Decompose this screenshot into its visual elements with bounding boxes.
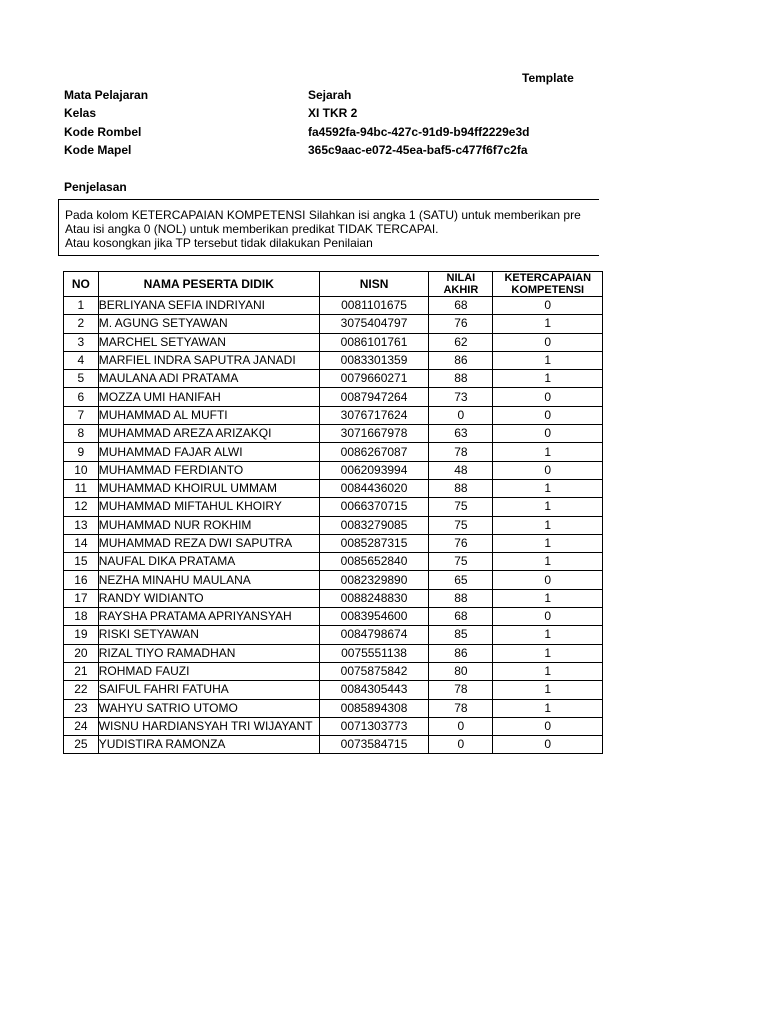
cell-nilai-akhir[interactable]: 85 bbox=[429, 626, 493, 644]
cell-ketercapaian[interactable]: 1 bbox=[493, 351, 603, 369]
cell-no: 12 bbox=[64, 498, 99, 516]
cell-no: 8 bbox=[64, 425, 99, 443]
table-row bbox=[64, 406, 603, 424]
cell-nisn: 0084436020 bbox=[319, 479, 428, 497]
cell-ketercapaian[interactable]: 1 bbox=[493, 681, 603, 699]
student-grade-table bbox=[63, 271, 603, 754]
header-ketercapaian bbox=[493, 272, 603, 297]
cell-nisn: 0079660271 bbox=[319, 370, 428, 388]
cell-ketercapaian[interactable]: 1 bbox=[493, 370, 603, 388]
cell-ketercapaian[interactable]: 0 bbox=[493, 425, 603, 443]
cell-no: 7 bbox=[64, 406, 99, 424]
cell-no: 20 bbox=[64, 644, 99, 662]
table-row bbox=[64, 681, 603, 699]
cell-nisn: 0082329890 bbox=[319, 571, 428, 589]
cell-nilai-akhir[interactable]: 48 bbox=[429, 461, 493, 479]
cell-nisn: 3075404797 bbox=[319, 315, 428, 333]
cell-nilai-akhir[interactable]: 75 bbox=[429, 498, 493, 516]
table-row bbox=[64, 443, 603, 461]
cell-nilai-akhir[interactable]: 88 bbox=[429, 589, 493, 607]
cell-nisn: 0083279085 bbox=[319, 516, 428, 534]
meta-value: fa4592fa-94bc-427c-91d9-b94ff2229e3d bbox=[308, 124, 530, 139]
cell-no: 10 bbox=[64, 461, 99, 479]
cell-nisn: 0083301359 bbox=[319, 351, 428, 369]
cell-nisn: 0084798674 bbox=[319, 626, 428, 644]
cell-nilai-akhir[interactable]: 76 bbox=[429, 534, 493, 552]
cell-ketercapaian[interactable]: 1 bbox=[493, 662, 603, 680]
table-row bbox=[64, 297, 603, 315]
cell-nilai-akhir[interactable]: 86 bbox=[429, 351, 493, 369]
cell-nisn: 0084305443 bbox=[319, 681, 428, 699]
table-row bbox=[64, 425, 603, 443]
cell-nama: RIZAL TIYO RAMADHAN bbox=[98, 644, 319, 662]
table-row bbox=[64, 608, 603, 626]
cell-nilai-akhir[interactable]: 80 bbox=[429, 662, 493, 680]
cell-nama: MUHAMMAD NUR ROKHIM bbox=[98, 516, 319, 534]
cell-nama: NAUFAL DIKA PRATAMA bbox=[98, 553, 319, 571]
cell-no: 16 bbox=[64, 571, 99, 589]
cell-nama: YUDISTIRA RAMONZA bbox=[98, 736, 319, 754]
cell-nilai-akhir[interactable]: 63 bbox=[429, 425, 493, 443]
cell-ketercapaian[interactable]: 1 bbox=[493, 479, 603, 497]
cell-nilai-akhir[interactable]: 0 bbox=[429, 717, 493, 735]
cell-nama: MAULANA ADI PRATAMA bbox=[98, 370, 319, 388]
cell-ketercapaian[interactable]: 1 bbox=[493, 699, 603, 717]
cell-nilai-akhir[interactable]: 88 bbox=[429, 479, 493, 497]
cell-nisn: 0085894308 bbox=[319, 699, 428, 717]
cell-no: 3 bbox=[64, 333, 99, 351]
cell-no: 21 bbox=[64, 662, 99, 680]
cell-no: 19 bbox=[64, 626, 99, 644]
table-header-row bbox=[64, 272, 603, 297]
cell-no: 22 bbox=[64, 681, 99, 699]
cell-nama: MARFIEL INDRA SAPUTRA JANADI bbox=[98, 351, 319, 369]
meta-label: Kelas bbox=[64, 106, 97, 121]
cell-no: 1 bbox=[64, 297, 99, 315]
cell-nisn: 0066370715 bbox=[319, 498, 428, 516]
cell-nisn: 3076717624 bbox=[319, 406, 428, 424]
cell-no: 18 bbox=[64, 608, 99, 626]
table-row bbox=[64, 534, 603, 552]
cell-nilai-akhir[interactable]: 73 bbox=[429, 388, 493, 406]
cell-ketercapaian[interactable]: 0 bbox=[493, 406, 603, 424]
table-row bbox=[64, 498, 603, 516]
table-row bbox=[64, 370, 603, 388]
cell-no: 13 bbox=[64, 516, 99, 534]
cell-nilai-akhir[interactable]: 75 bbox=[429, 516, 493, 534]
cell-nama: MUHAMMAD AL MUFTI bbox=[98, 406, 319, 424]
cell-nilai-akhir[interactable]: 86 bbox=[429, 644, 493, 662]
cell-no: 6 bbox=[64, 388, 99, 406]
header-nilai-akhir bbox=[429, 272, 493, 297]
cell-nama: MUHAMMAD KHOIRUL UMMAM bbox=[98, 479, 319, 497]
meta-value: 365c9aac-e072-45ea-baf5-c477f6f7c2fa bbox=[308, 143, 528, 158]
header-nisn: NISN bbox=[319, 272, 428, 297]
cell-ketercapaian[interactable]: 0 bbox=[493, 297, 603, 315]
cell-ketercapaian[interactable]: 1 bbox=[493, 553, 603, 571]
cell-no: 4 bbox=[64, 351, 99, 369]
penjelasan-line: Atau isi angka 0 (NOL) untuk memberikan predikat TIDAK TERCAPAI. bbox=[65, 222, 439, 236]
cell-ketercapaian[interactable]: 1 bbox=[493, 589, 603, 607]
meta-label: Kode Rombel bbox=[64, 124, 142, 139]
cell-nilai-akhir[interactable]: 68 bbox=[429, 608, 493, 626]
cell-nama: MUHAMMAD MIFTAHUL KHOIRY bbox=[98, 498, 319, 516]
cell-nama: MUHAMMAD REZA DWI SAPUTRA bbox=[98, 534, 319, 552]
meta-value: XI TKR 2 bbox=[308, 106, 358, 121]
table-row bbox=[64, 626, 603, 644]
cell-nilai-akhir[interactable]: 78 bbox=[429, 699, 493, 717]
cell-nisn: 3071667978 bbox=[319, 425, 428, 443]
header-no: NO bbox=[64, 272, 99, 297]
cell-no: 11 bbox=[64, 479, 99, 497]
table-row bbox=[64, 461, 603, 479]
cell-nama: WAHYU SATRIO UTOMO bbox=[98, 699, 319, 717]
cell-nisn: 0086101761 bbox=[319, 333, 428, 351]
cell-nama: ROHMAD FAUZI bbox=[98, 662, 319, 680]
cell-no: 23 bbox=[64, 699, 99, 717]
cell-nama: M. AGUNG SETYAWAN bbox=[98, 315, 319, 333]
penjelasan-line: Atau kosongkan jika TP tersebut tidak dilakukan Penilaian bbox=[65, 236, 373, 250]
cell-nisn: 0075551138 bbox=[319, 644, 428, 662]
cell-ketercapaian[interactable]: 1 bbox=[493, 534, 603, 552]
cell-no: 14 bbox=[64, 534, 99, 552]
cell-nisn: 0085287315 bbox=[319, 534, 428, 552]
cell-nilai-akhir[interactable]: 0 bbox=[429, 736, 493, 754]
cell-nama: WISNU HARDIANSYAH TRI WIJAYANT bbox=[98, 717, 319, 735]
cell-nisn: 0088248830 bbox=[319, 589, 428, 607]
template-title: Template bbox=[522, 71, 574, 85]
table-row bbox=[64, 351, 603, 369]
cell-nama: SAIFUL FAHRI FATUHA bbox=[98, 681, 319, 699]
cell-ketercapaian[interactable]: 0 bbox=[493, 333, 603, 351]
cell-nisn: 0086267087 bbox=[319, 443, 428, 461]
cell-no: 5 bbox=[64, 370, 99, 388]
cell-nilai-akhir[interactable]: 62 bbox=[429, 333, 493, 351]
cell-nisn: 0083954600 bbox=[319, 608, 428, 626]
table-row bbox=[64, 571, 603, 589]
cell-ketercapaian[interactable]: 1 bbox=[493, 644, 603, 662]
cell-nama: RISKI SETYAWAN bbox=[98, 626, 319, 644]
cell-nama: MOZZA UMI HANIFAH bbox=[98, 388, 319, 406]
cell-ketercapaian[interactable]: 0 bbox=[493, 717, 603, 735]
cell-nama: RAYSHA PRATAMA APRIYANSYAH bbox=[98, 608, 319, 626]
cell-no: 9 bbox=[64, 443, 99, 461]
cell-nilai-akhir[interactable]: 88 bbox=[429, 370, 493, 388]
table-row bbox=[64, 736, 603, 754]
cell-no: 15 bbox=[64, 553, 99, 571]
cell-no: 24 bbox=[64, 717, 99, 735]
header-ket-line2: KOMPETENSI bbox=[511, 284, 585, 296]
cell-ketercapaian[interactable]: 1 bbox=[493, 516, 603, 534]
table-row bbox=[64, 644, 603, 662]
meta-label: Mata Pelajaran bbox=[64, 88, 149, 102]
meta-label: Kode Mapel bbox=[64, 143, 132, 158]
cell-no: 2 bbox=[64, 315, 99, 333]
penjelasan-note-box bbox=[58, 199, 599, 256]
cell-ketercapaian[interactable]: 1 bbox=[493, 498, 603, 516]
cell-nilai-akhir[interactable]: 78 bbox=[429, 443, 493, 461]
table-row bbox=[64, 388, 603, 406]
cell-nisn: 0085652840 bbox=[319, 553, 428, 571]
header-ket-line1: KETERCAPAIAN bbox=[504, 272, 592, 284]
cell-no: 17 bbox=[64, 589, 99, 607]
header-nilai-line1: NILAI bbox=[446, 272, 476, 284]
table-row bbox=[64, 315, 603, 333]
cell-nisn: 0073584715 bbox=[319, 736, 428, 754]
cell-nama: MUHAMMAD AREZA ARIZAKQI bbox=[98, 425, 319, 443]
cell-ketercapaian[interactable]: 1 bbox=[493, 443, 603, 461]
cell-ketercapaian[interactable]: 1 bbox=[493, 626, 603, 644]
table-row bbox=[64, 333, 603, 351]
cell-nama: NEZHA MINAHU MAULANA bbox=[98, 571, 319, 589]
penjelasan-line: Pada kolom KETERCAPAIAN KOMPETENSI Silahkan isi angka 1 (SATU) untuk memberikan pre bbox=[65, 208, 581, 222]
cell-no: 25 bbox=[64, 736, 99, 754]
cell-nilai-akhir[interactable]: 0 bbox=[429, 406, 493, 424]
meta-value: Sejarah bbox=[308, 88, 352, 102]
table-row bbox=[64, 479, 603, 497]
cell-nama: MARCHEL SETYAWAN bbox=[98, 333, 319, 351]
cell-nisn: 0075875842 bbox=[319, 662, 428, 680]
table-row bbox=[64, 717, 603, 735]
header-nama: NAMA PESERTA DIDIK bbox=[98, 272, 319, 297]
table-row bbox=[64, 662, 603, 680]
cell-nama: RANDY WIDIANTO bbox=[98, 589, 319, 607]
header-nilai-line2: AKHIR bbox=[443, 284, 479, 296]
table-row bbox=[64, 589, 603, 607]
cell-ketercapaian[interactable]: 0 bbox=[493, 461, 603, 479]
cell-ketercapaian[interactable]: 0 bbox=[493, 608, 603, 626]
cell-ketercapaian[interactable]: 0 bbox=[493, 388, 603, 406]
cell-nisn: 0071303773 bbox=[319, 717, 428, 735]
cell-nisn: 0062093994 bbox=[319, 461, 428, 479]
cell-nisn: 0087947264 bbox=[319, 388, 428, 406]
cell-nilai-akhir[interactable]: 65 bbox=[429, 571, 493, 589]
cell-nama: MUHAMMAD FERDIANTO bbox=[98, 461, 319, 479]
cell-ketercapaian[interactable]: 1 bbox=[493, 315, 603, 333]
cell-nilai-akhir[interactable]: 75 bbox=[429, 553, 493, 571]
table-row bbox=[64, 516, 603, 534]
cell-ketercapaian[interactable]: 0 bbox=[493, 736, 603, 754]
table-row bbox=[64, 553, 603, 571]
cell-nama: MUHAMMAD FAJAR ALWI bbox=[98, 443, 319, 461]
cell-nilai-akhir[interactable]: 76 bbox=[429, 315, 493, 333]
penjelasan-heading: Penjelasan bbox=[64, 180, 127, 194]
cell-nilai-akhir[interactable]: 78 bbox=[429, 681, 493, 699]
cell-ketercapaian[interactable]: 0 bbox=[493, 571, 603, 589]
cell-nilai-akhir[interactable]: 68 bbox=[429, 297, 493, 315]
cell-nisn: 0081101675 bbox=[319, 297, 428, 315]
cell-nama: BERLIYANA SEFIA INDRIYANI bbox=[98, 297, 319, 315]
table-row bbox=[64, 699, 603, 717]
